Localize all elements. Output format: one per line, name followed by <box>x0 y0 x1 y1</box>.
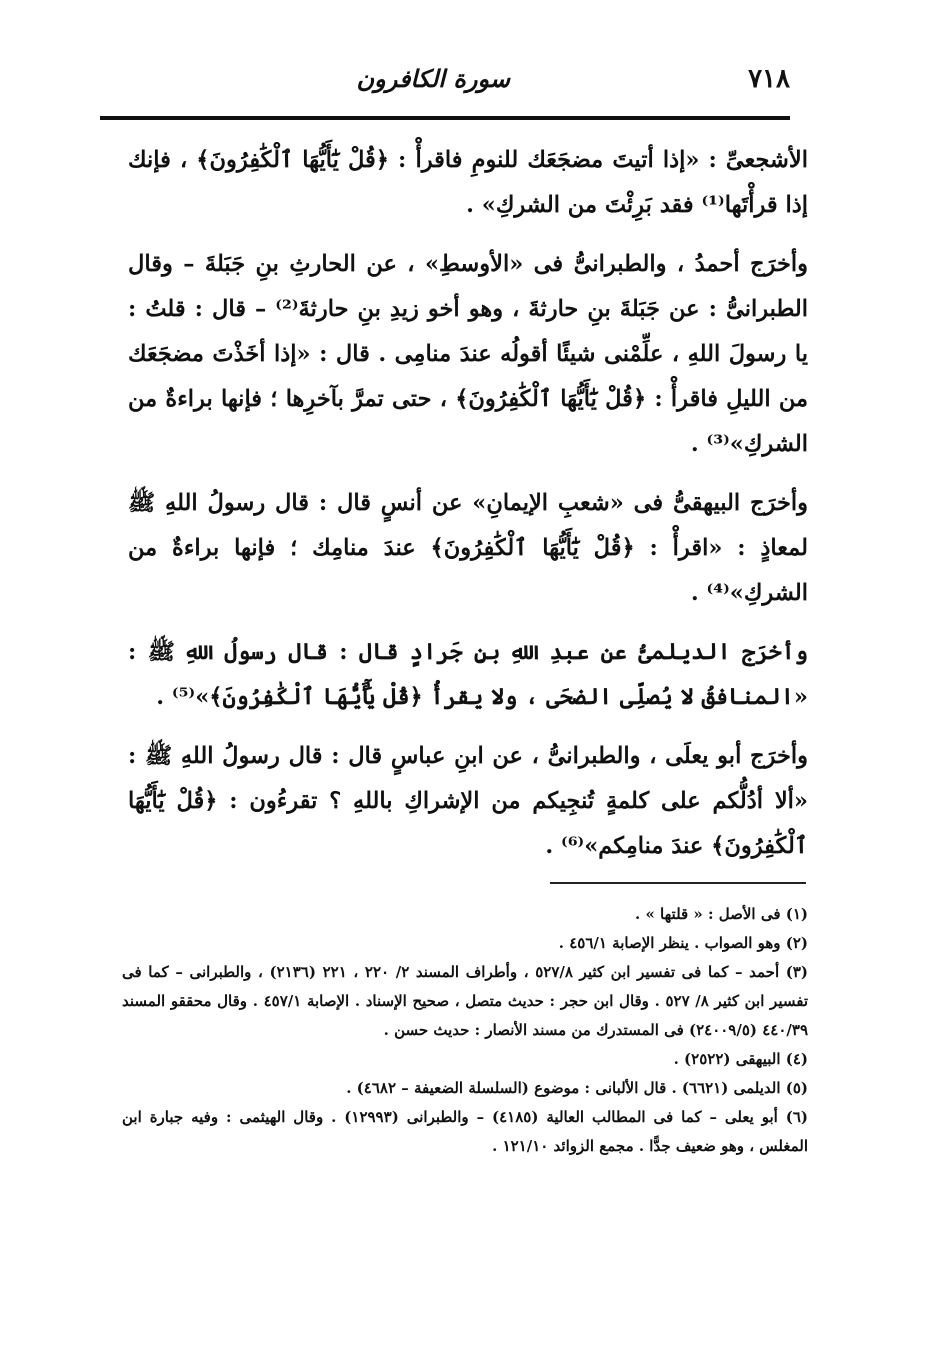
footnote: (١) فى الأصل : « قلتها » . <box>635 905 808 923</box>
paragraph-lead: وأخرَج <box>742 639 808 665</box>
paragraph-text: البيهقىُّ فى «شعبِ الإيمانِ» عن أنسٍ قال : قال رسولُ اللهِ ﷺ لمعاذٍ : «اقرأْ : ﴿قُلْ يَٰٓأَيُّهَا ٱلْكَٰفِرُونَ﴾ عندَ منامِك ؛ فإنها براءةٌ من الشركِ»⁽⁴⁾ . <box>128 490 808 606</box>
paragraph <box>128 630 808 720</box>
main-text <box>128 138 808 883</box>
footnote: (٦) أبو يعلى – كما فى المطالب العالية (٤١٨٥) – والطبرانى (١٢٩٩٣) . وقال الهيثمى : وفيه جبارة ابن المغلس ، وهو ضعيف جدًّا . مجمع الزوائد ١٢١/١٠ . <box>122 1108 809 1155</box>
paragraph-text: أحمدُ ، والطبرانىُّ فى «الأوسطِ» ، عن الحارثِ بنِ جَبَلةَ – وقال الطبرانىُّ : عن جَبَلةَ بنِ حارثةَ ، وهو أخو زيدِ بنِ حارثةَ⁽²⁾ – قال : قلتُ : يا رسولَ اللهِ ، علِّمْنى شيئًا أقولُه عندَ منامِى . قال : «إذا أخَذْتَ مضجَعَك من الليلِ فاقرأْ : ﴿قُلْ يَٰٓأَيُّهَا ٱلْكَٰفِرُونَ﴾ ، حتى تمرَّ بآخرِها ؛ فإنها براءةٌ من الشركِ»⁽³⁾ . <box>128 251 808 457</box>
paragraph-lead: وأخرَج <box>750 743 808 769</box>
footnote: (٣) أحمد – كما فى تفسير ابن كثير ٥٢٧/٨ ، وأطراف المسند ٢/ ٢٢٠ ، ٢٢١ (٢١٣٦) ، والطبرانى – كما فى تفسير ابن كثير ٨/ ٥٢٧ . وقال ابن حجر : حديث متصل ، صحيح الإسناد . الإصابة ٤٥٧/١ . وقال محققو المسند ٤٤٠/٣٩ (٢٤٠٠٩/٥) فى المستدرك من مسند الأنصار : حديث حسن . <box>122 963 809 1039</box>
paragraph-lead: وأخرَج <box>750 490 808 516</box>
paragraph-lead: وأخرَج <box>750 251 808 277</box>
footnote: (٤) البيهقى (٢٥٢٢) . <box>673 1050 808 1068</box>
footnote: (٥) الديلمى (٦٦٢١) . قال الألبانى : موضوع (السلسلة الضعيفة – ٤٦٨٢) . <box>346 1079 808 1097</box>
paragraph-text: أبو يعلَى ، والطبرانىُّ ، عن ابنِ عباسٍ قال : قال رسولُ اللهِ ﷺ : «ألا أدُلُّكم على كلمةٍ تُنجِيكم من الإشراكِ باللهِ ؟ تقرءُون : ﴿قُلْ يَٰٓأَيُّهَا ٱلْكَٰفِرُونَ﴾ عندَ منامِكم»⁽⁶⁾ . <box>128 743 808 859</box>
page-number: ٧١٨ <box>748 64 790 94</box>
footnotes <box>122 900 808 1161</box>
paragraph-text: الديلمىُّ عن عبدِ اللهِ بنِ جَرادٍ قال : قال رسولُ اللهِ ﷺ : «المنافقُ لا يُصلِّى الضحَى ، ولا يقرأُ ﴿قُلْ يَٰٓأَيُّهَا ٱلْكَٰفِرُونَ﴾»⁽⁵⁾ . <box>128 639 808 710</box>
paragraph <box>128 481 808 616</box>
page-header <box>100 62 790 102</box>
paragraph <box>128 734 808 869</box>
header-rule <box>100 116 790 120</box>
footnote: (٢) وهو الصواب . ينظر الإصابة ٤٥٦/١ . <box>558 934 808 952</box>
paragraph <box>128 138 808 228</box>
running-title: سورة الكافرون <box>356 64 510 93</box>
footnote-separator <box>550 882 806 884</box>
paragraph-text: الأشجعىِّ : «إذا أتيتَ مضجَعَك للنومِ فاقرأْ : ﴿قُلْ يَٰٓأَيُّهَا ٱلْكَٰفِرُونَ﴾ ، فإنك إذا قرأْتَها⁽¹⁾ فقد بَرِئْتَ من الشركِ» . <box>128 147 808 218</box>
paragraph <box>128 242 808 467</box>
